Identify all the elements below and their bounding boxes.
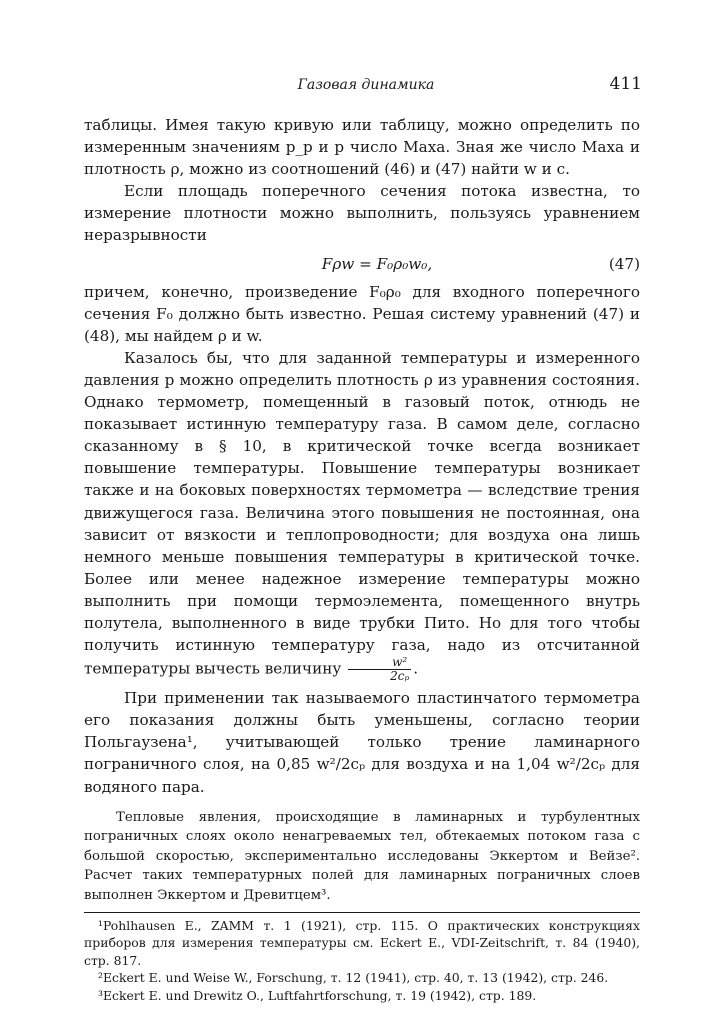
fraction [348,656,411,683]
paragraph: Если площадь поперечного сечения потока известна, то измерение плотности можно выполнить, пользуясь уравнением неразрывности [84,182,640,245]
paragraph: причем, конечно, произведение F₀ρ₀ для входного поперечного сечения F₀ должно быть известно. Решая систему уравнений (47) и (48), мы найдем ρ и w. [84,282,640,345]
footnote: ³Eckert E. und Drewitz O., Luftfahrtforschung, т. 19 (1942), стр. 189. [98,987,537,1003]
footnote: ¹Pohlhausen E., ZAMM т. 1 (1921), стр. 115. О практических конструкциях приборов для измерения температуры см. Eckert E., VDI-Zeitschrift, т. 84 (1940), стр. 817. [84,917,640,968]
main-text [84,114,640,1004]
page-header [90,74,642,100]
equation-number: (47) [608,254,640,273]
equation [84,249,640,279]
paragraph-text: Казалось бы, что для заданной температуры и измеренного давления p можно определить плотность ρ из уравнения состояния. Однако термометр, помещенный в газовый поток, отнюдь не показывает истинную температуру газа. В самом деле, согласно сказанному в § 10, в критической точке всегда возникает повышение температуры. Повышение температуры возникает также и на боковых поверхностях термометра — вследствие трения движущегося газа. Величина этого повышения не постоянная, она зависит от вязкости и теплопроводности; для воздуха она лишь немного меньше повышения температуры в критической точке. Более или менее надежное измерение температуры можно выполнить при помощи термоэлемента, помещенного внутрь полутела, выполненного в виде трубки Пито. Но для того чтобы получить истинную температуру газа, надо из отсчитанной температуры вычесть величину [84,348,640,678]
footnote: ²Eckert E. und Weise W., Forschung, т. 12 (1941), стр. 40, т. 13 (1942), стр. 246. [98,970,609,986]
equation-expression: Fρw = F₀ρ₀w₀, [321,254,433,273]
footnote-divider [84,912,640,913]
fraction-numerator: w² [348,656,411,670]
fraction-denominator: 2cₚ [390,669,410,684]
small-print-section [84,808,640,906]
paragraph: Казалось бы, что для заданной температуры и измеренного давления p можно определить плотность ρ из уравнения состояния. Однако термометр, помещенный в газовый поток, отнюдь не показывает истинную температуру газа. В самом деле, согласно сказанному в § 10, в критической точке всегда возникает повышение температуры. Повышение температуры возникает также и на боковых поверхностях термометра — вследствие трения движущегося газа. Величина этого повышения не постоянная, она зависит от вязкости и теплопроводности; для воздуха она лишь немного меньше повышения температуры в критической точке. Более или менее надежное измерение температуры можно выполнить при помощи термоэлемента, помещенного внутрь полутела, выполненного в виде трубки Пито. Но для того чтобы получить истинную температуру газа, надо из отсчитанной температуры вычесть величину $\frac{\text{w²}}{\text{2cₚ}}$ . [84,348,640,684]
paragraph: При применении так называемого пластинчатого термометра его показания должны быть уменьшены, согласно теории Польгаузена¹, учитывающей только трение ламинарного пограничного слоя, на 0,85 w²/2cₚ для воздуха и на 1,04 w²/2cₚ для водяного пара. [84,689,640,796]
footnotes [84,917,640,1005]
page-number: 411 [609,74,642,94]
paragraph: таблицы. Имея такую кривую или таблицу, можно определить по измеренным значениям p_p и p число Маха. Зная же число Маха и плотность ρ, можно из соотношений (46) и (47) найти w и c. [84,116,640,179]
running-title: Газовая динамика [297,77,435,93]
small-print-paragraph: Тепловые явления, происходящие в ламинарных и турбулентных пограничных слоях около ненагреваемых тел, обтекаемых потоком газа с большой скоростью, экспериментально исследованы Эккертом и Вейзе². Расчет таких температурных полей для ламинарных пограничных слоев выполнен Эккертом и Древитцем³. [84,809,640,903]
